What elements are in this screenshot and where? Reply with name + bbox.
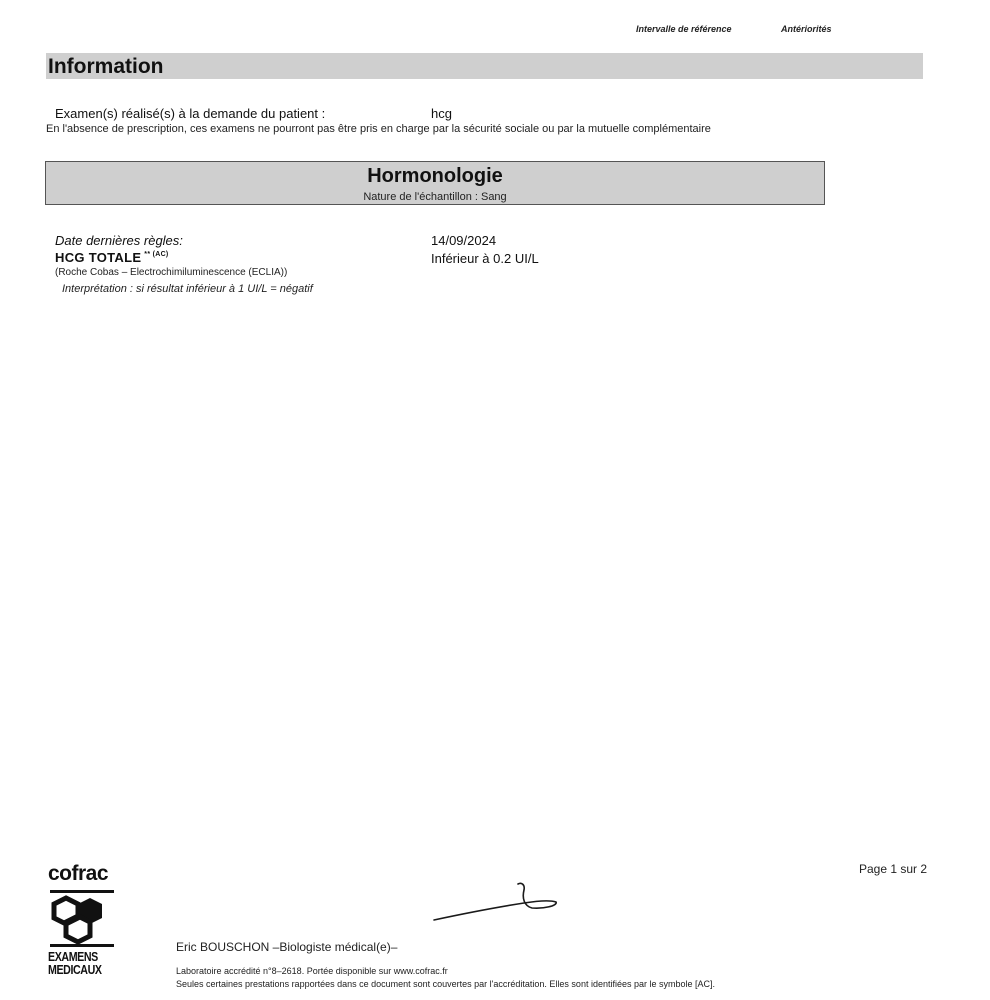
cofrac-logo-caption [48, 950, 115, 976]
cofrac-caption-line-2: MEDICAUX [48, 962, 102, 977]
cofrac-logo [48, 862, 116, 984]
information-bar [46, 53, 923, 79]
cofrac-logo-word: cofrac [48, 862, 109, 885]
accreditation-marks: ** (AC) [144, 251, 169, 258]
cofrac-caption-line-1: EXAMENS [48, 949, 98, 964]
history-header: Antériorités [781, 24, 832, 34]
hcg-result-value: Inférieur à 0.2 UI/L [431, 251, 539, 266]
section-title: Hormonologie [367, 165, 503, 187]
hcg-test-label: HCG TOTALE [55, 250, 142, 265]
last-period-value: 14/09/2024 [431, 233, 497, 248]
last-period-label: Date dernières règles: [55, 233, 183, 248]
page-number: Page 1 sur 2 [859, 862, 928, 876]
exam-request-label: Examen(s) réalisé(s) à la demande du patient : [55, 106, 326, 121]
interpretation-note: Interprétation : si résultat inférieur à 1 UI/L = négatif [62, 283, 313, 295]
reference-range-header: Intervalle de référence [636, 24, 732, 34]
hcg-test-name [55, 250, 169, 265]
section-header-box [45, 161, 825, 205]
test-method: (Roche Cobas – Electrochimiluminescence (ECLIA)) [55, 267, 288, 278]
signer-name: Eric BOUSCHON –Biologiste médical(e)– [176, 940, 398, 954]
accreditation-line: Laboratoire accrédité n°8–2618. Portée disponible sur www.cofrac.fr [176, 966, 448, 976]
cofrac-hexagon-icon [48, 888, 116, 948]
accreditation-footnote: Seules certaines prestations rapportées dans ce document sont couvertes par l'accréditation. Elles sont identifiées par le symbole [AC]. [176, 979, 716, 989]
sample-nature: Nature de l'échantillon : Sang [363, 191, 507, 203]
exam-request-value: hcg [431, 106, 452, 121]
prescription-notice: En l'absence de prescription, ces examens ne pourront pas être pris en charge par la sécurité sociale ou par la mutuelle complémentaire [46, 123, 711, 135]
signature [432, 876, 562, 926]
information-title: Information [48, 55, 164, 78]
